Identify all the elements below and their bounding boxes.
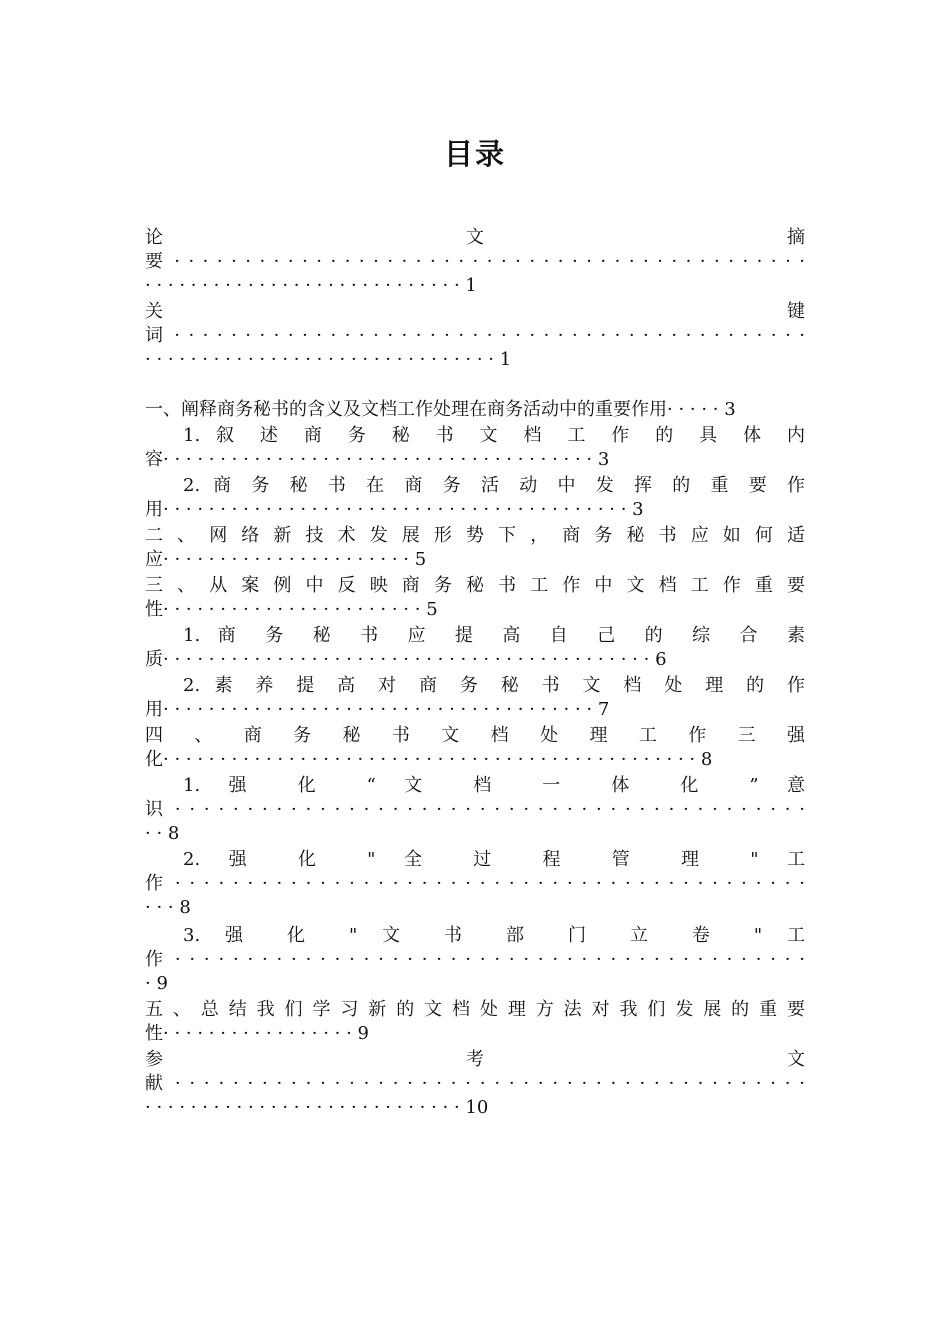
toc-line: 2. 商 务 秘 书 在 商 务 活 动 中 发 挥 的 重 要 作 bbox=[183, 475, 805, 496]
toc-line: 性· · · · · · · · · · · · · · · · · · · · · · · 5 bbox=[145, 599, 438, 620]
toc-line: · 9 bbox=[145, 973, 168, 994]
toc-line: 用· · · · · · · · · · · · · · · · · · · · · · · · · · · · · · · · · · · · · · · · · 3 bbox=[145, 499, 644, 520]
toc-line: · · · 8 bbox=[145, 897, 191, 918]
toc-line: 质· · · · · · · · · · · · · · · · · · · · · · · · · · · · · · · · · · · · · · · · · · · 6 bbox=[145, 649, 667, 670]
toc-line: 作 · · · · · · · · · · · · · · · · · · · · · · · · · · · · · · · · · · · · · · · · · · · · bbox=[145, 949, 805, 970]
toc-line: 作 · · · · · · · · · · · · · · · · · · · · · · · · · · · · · · · · · · · · · · · · · · · · bbox=[145, 873, 805, 894]
toc-line: 2. 素 养 提 高 对 商 务 秘 书 文 档 处 理 的 作 bbox=[183, 675, 805, 696]
toc-line: 3. 强 化 " 文 书 部 门 立 卷 " 工 bbox=[183, 925, 805, 946]
toc-line: 一、阐释商务秘书的含义及文档工作处理在商务活动中的重要作用· · · · · 3 bbox=[145, 399, 736, 420]
page-title: 目录 bbox=[443, 137, 506, 171]
toc-line: · · · · · · · · · · · · · · · · · · · · · · · · · · · · 1 bbox=[145, 275, 477, 296]
toc-line: 三 、 从 案 例 中 反 映 商 务 秘 书 工 作 中 文 档 工 作 重 要 bbox=[145, 575, 805, 596]
toc-line: 二 、 网 络 新 技 术 发 展 形 势 下 ， 商 务 秘 书 应 如 何 适 bbox=[145, 525, 805, 546]
toc-line: 1. 叙 述 商 务 秘 书 文 档 工 作 的 具 体 内 bbox=[183, 425, 805, 446]
toc-line: 容· · · · · · · · · · · · · · · · · · · · · · · · · · · · · · · · · · · · · · 3 bbox=[145, 449, 610, 470]
toc-line: 四 、 商 务 秘 书 文 档 处 理 工 作 三 强 bbox=[145, 725, 805, 746]
toc-line: · · 8 bbox=[145, 823, 180, 844]
toc-line: 五 、 总 结 我 们 学 习 新 的 文 档 处 理 方 法 对 我 们 发 展 的 重 要 bbox=[145, 999, 805, 1020]
toc-line: 献 · · · · · · · · · · · · · · · · · · · · · · · · · · · · · · · · · · · · · · · · · · · · bbox=[145, 1073, 805, 1094]
toc-line: 参 考 文 bbox=[145, 1049, 805, 1070]
toc-line: 论 文 摘 bbox=[145, 227, 805, 248]
toc-line: 关 键 bbox=[145, 301, 805, 322]
toc-line: 1. 强 化 “ 文 档 一 体 化 ” 意 bbox=[183, 775, 805, 796]
toc-line: 用· · · · · · · · · · · · · · · · · · · · · · · · · · · · · · · · · · · · · · 7 bbox=[145, 699, 610, 720]
toc-line: 要 · · · · · · · · · · · · · · · · · · · · · · · · · · · · · · · · · · · · · · · · · · · · · bbox=[145, 251, 805, 272]
toc-line: 2. 强 化 " 全 过 程 管 理 " 工 bbox=[183, 849, 805, 870]
toc-line: 化· · · · · · · · · · · · · · · · · · · · · · · · · · · · · · · · · · · · · · · · · · · · · · · 8 bbox=[145, 749, 713, 770]
toc-line: 应· · · · · · · · · · · · · · · · · · · · · · 5 bbox=[145, 549, 427, 570]
toc-line: · · · · · · · · · · · · · · · · · · · · · · · · · · · · 10 bbox=[145, 1097, 489, 1118]
toc-line: 性· · · · · · · · · · · · · · · · · 9 bbox=[145, 1023, 369, 1044]
toc-line: 识 · · · · · · · · · · · · · · · · · · · · · · · · · · · · · · · · · · · · · · · · · · · · bbox=[145, 799, 805, 820]
toc-line: 1. 商 务 秘 书 应 提 高 自 己 的 综 合 素 bbox=[183, 625, 805, 646]
toc-line: 词 · · · · · · · · · · · · · · · · · · · · · · · · · · · · · · · · · · · · · · · · · · · · · bbox=[145, 325, 805, 346]
toc-line: · · · · · · · · · · · · · · · · · · · · · · · · · · · · · · · 1 bbox=[145, 349, 512, 370]
